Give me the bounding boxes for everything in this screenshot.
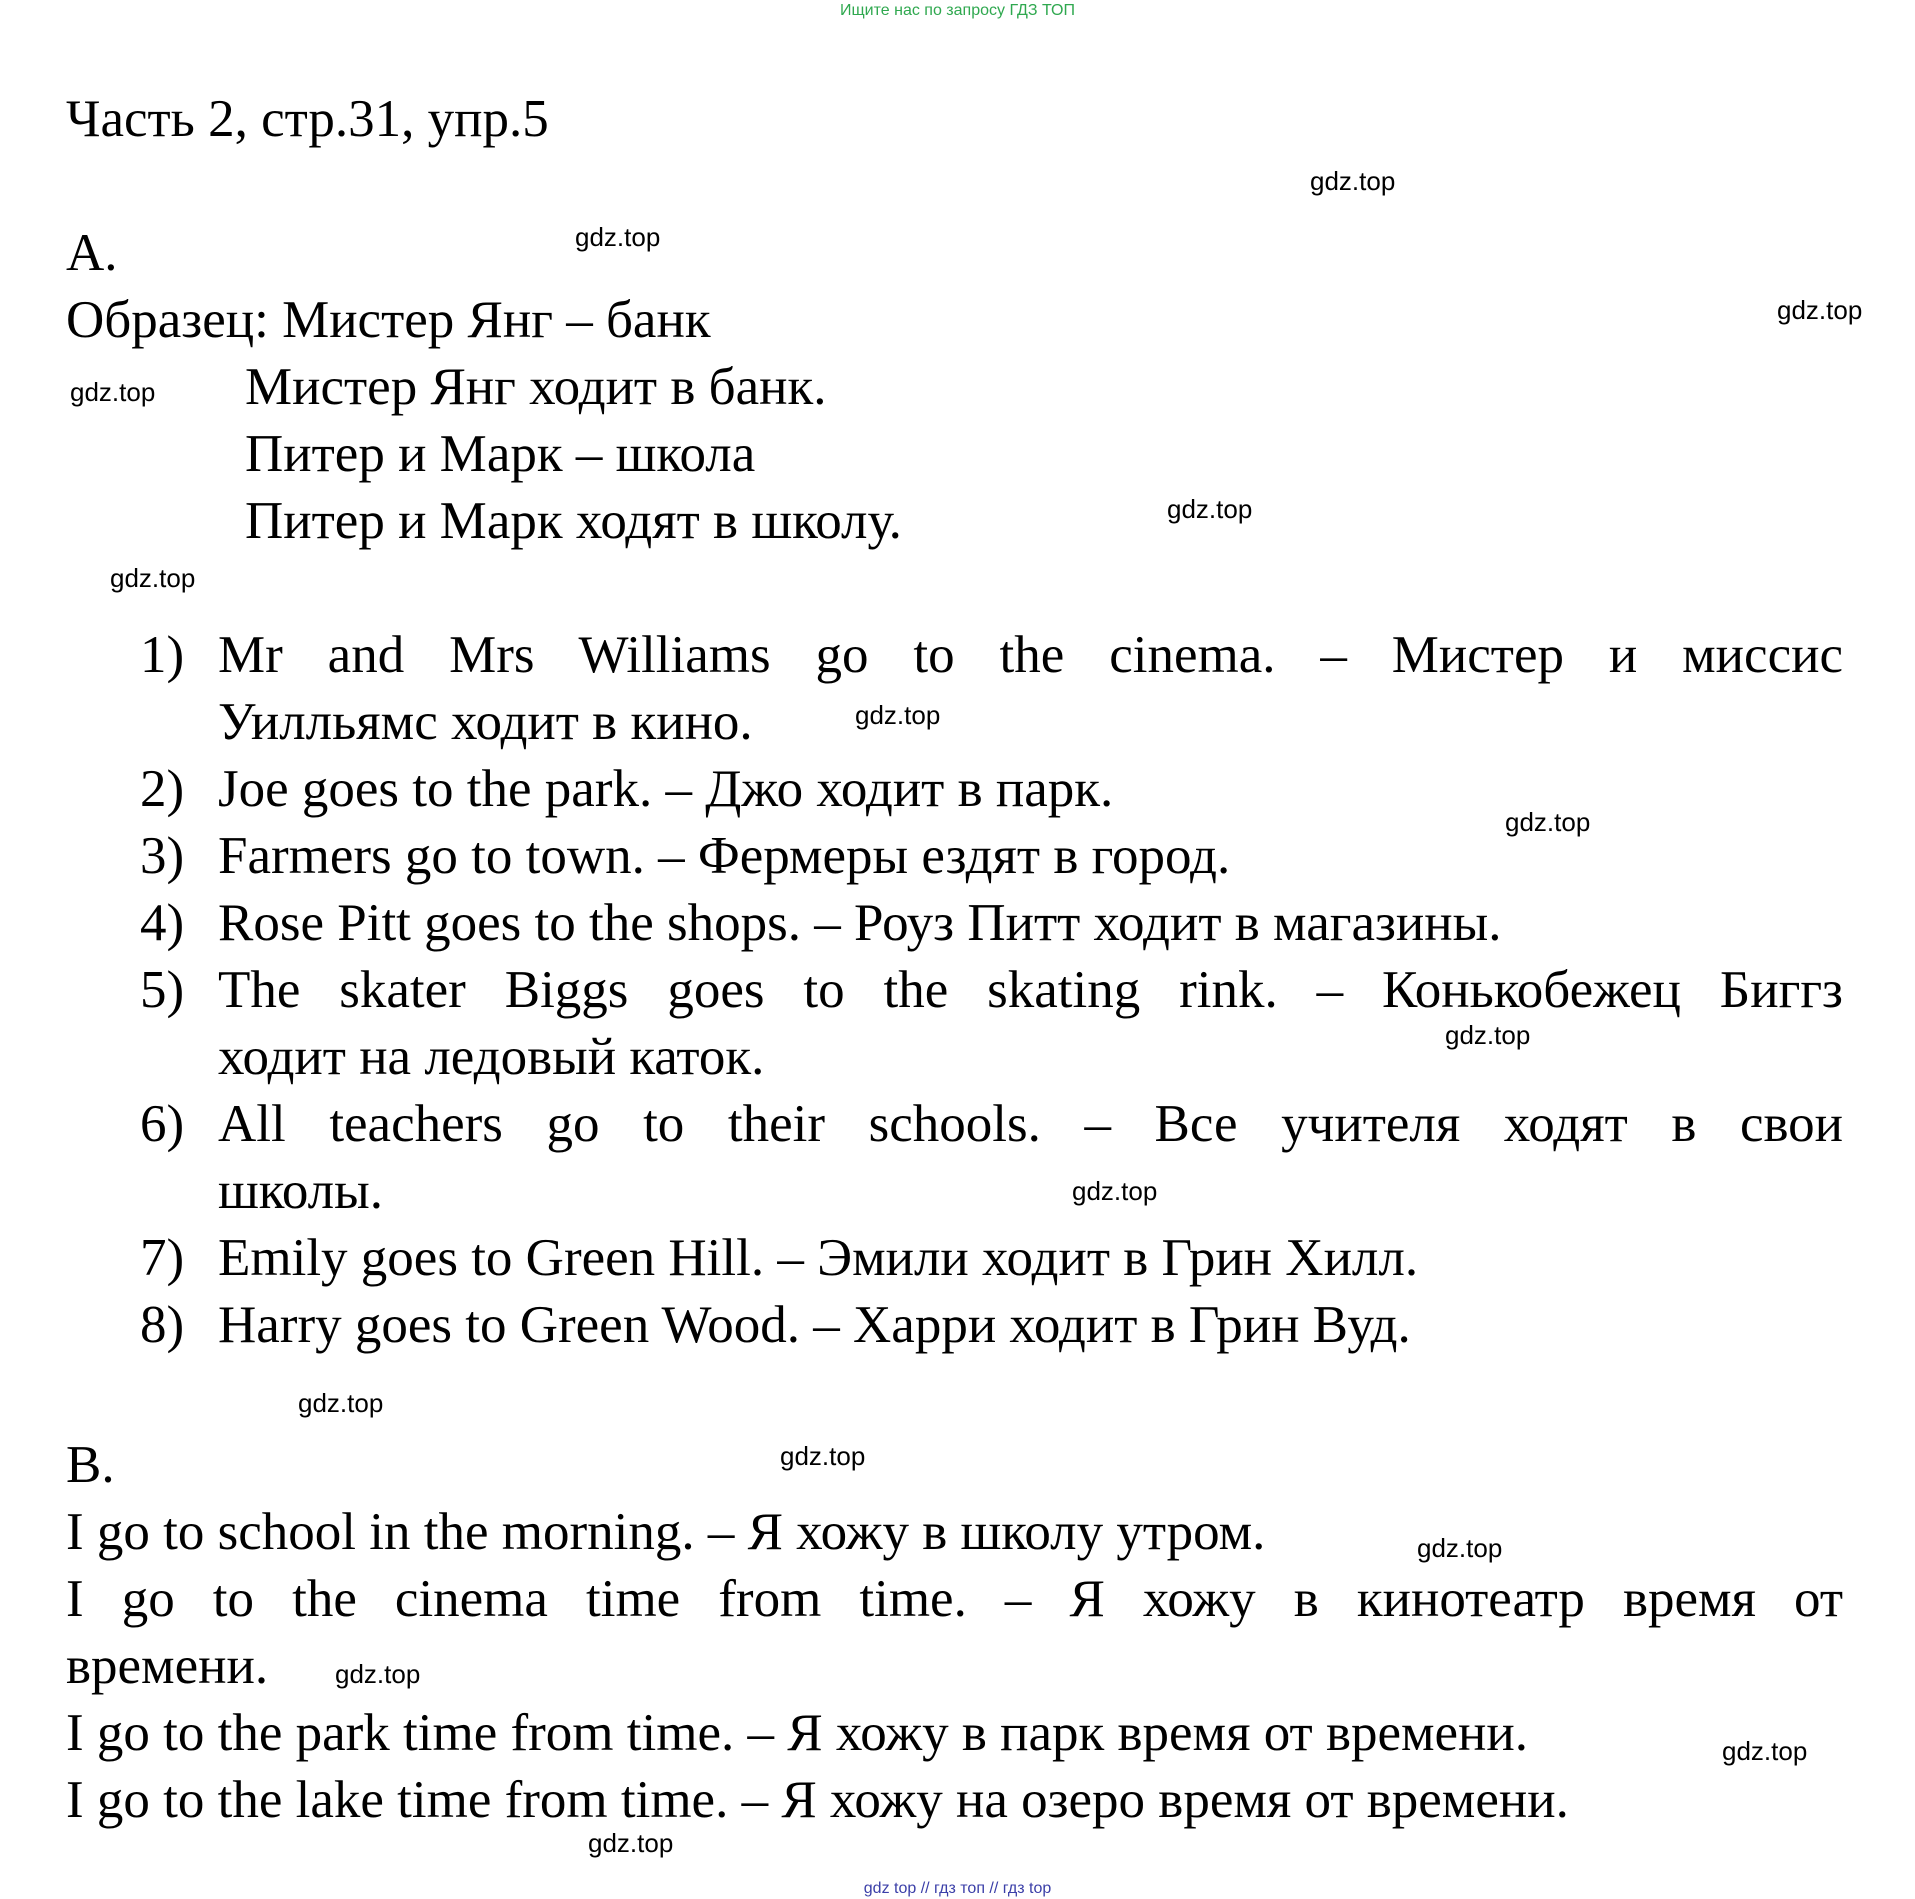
item-number: 8) [140, 1296, 185, 1354]
watermark: gdz.top [575, 222, 661, 252]
item-text: Harry goes to Green Wood. – Харри ходит в Грин Вуд. [218, 1296, 1411, 1354]
section-a-letter: A. [66, 224, 118, 282]
watermark: gdz.top [70, 377, 156, 407]
watermark: gdz.top [1310, 166, 1396, 196]
item-text: Emily goes to Green Hill. – Эмили ходит в Грин Хилл. [218, 1229, 1419, 1287]
section-b-line: I go to the park time from time. – Я хожу в парк время от времени. [66, 1704, 1529, 1762]
item-text: The skater Biggs goes to the skating rink. – Конькобежец Биггз [218, 961, 1843, 1019]
watermark: gdz.top [1072, 1176, 1158, 1206]
item-number: 4) [140, 894, 185, 952]
item-text-continued: школы. [218, 1162, 383, 1220]
top-search-notice[interactable]: Ищите нас по запросу ГДЗ ТОП [840, 2, 1075, 19]
item-text: Rose Pitt goes to the shops. – Роуз Питт ходит в магазины. [218, 894, 1502, 952]
watermark: gdz.top [335, 1659, 421, 1689]
watermark: gdz.top [1417, 1533, 1503, 1563]
example-line: Питер и Марк – школа [245, 425, 756, 483]
watermark: gdz.top [1722, 1736, 1808, 1766]
item-text: Joe goes to the park. – Джо ходит в парк. [218, 760, 1114, 818]
example-line: Мистер Янг ходит в банк. [245, 358, 827, 416]
section-b-line: I go to the lake time from time. – Я хожу на озеро время от времени. [66, 1771, 1569, 1829]
item-number: 5) [140, 961, 185, 1019]
example-header: Образец: Мистер Янг – банк [66, 291, 711, 349]
item-text: Mr and Mrs Williams go to the cinema. – Мистер и миссис [218, 626, 1843, 684]
item-text-continued: Уилльямс ходит в кино. [218, 693, 753, 751]
item-text: All teachers go to their schools. – Все учителя ходят в свои [218, 1095, 1843, 1153]
footer-links[interactable]: gdz top // гдз топ // гдз top [863, 1880, 1052, 1897]
item-text-continued: ходит на ледовый каток. [218, 1028, 765, 1086]
item-number: 1) [140, 626, 185, 684]
page-heading: Часть 2, стр.31, упр.5 [66, 90, 549, 148]
item-number: 3) [140, 827, 185, 885]
watermark: gdz.top [1777, 295, 1863, 325]
watermark: gdz.top [855, 700, 941, 730]
watermark: gdz.top [1167, 494, 1253, 524]
watermark: gdz.top [1445, 1020, 1531, 1050]
section-b-line: I go to the cinema time from time. – Я хожу в кинотеатр время от [66, 1570, 1843, 1628]
watermark: gdz.top [110, 563, 196, 593]
watermark: gdz.top [588, 1828, 674, 1858]
section-b-line: I go to school in the morning. – Я хожу в школу утром. [66, 1503, 1266, 1561]
example-line: Питер и Марк ходят в школу. [245, 492, 902, 550]
section-b-letter: B. [66, 1436, 115, 1494]
watermark: gdz.top [780, 1441, 866, 1471]
item-text: Farmers go to town. – Фермеры ездят в город. [218, 827, 1231, 885]
item-number: 2) [140, 760, 185, 818]
item-number: 7) [140, 1229, 185, 1287]
watermark: gdz.top [298, 1388, 384, 1418]
watermark: gdz.top [1505, 807, 1591, 837]
item-number: 6) [140, 1095, 185, 1153]
section-b-line: времени. [66, 1637, 269, 1695]
